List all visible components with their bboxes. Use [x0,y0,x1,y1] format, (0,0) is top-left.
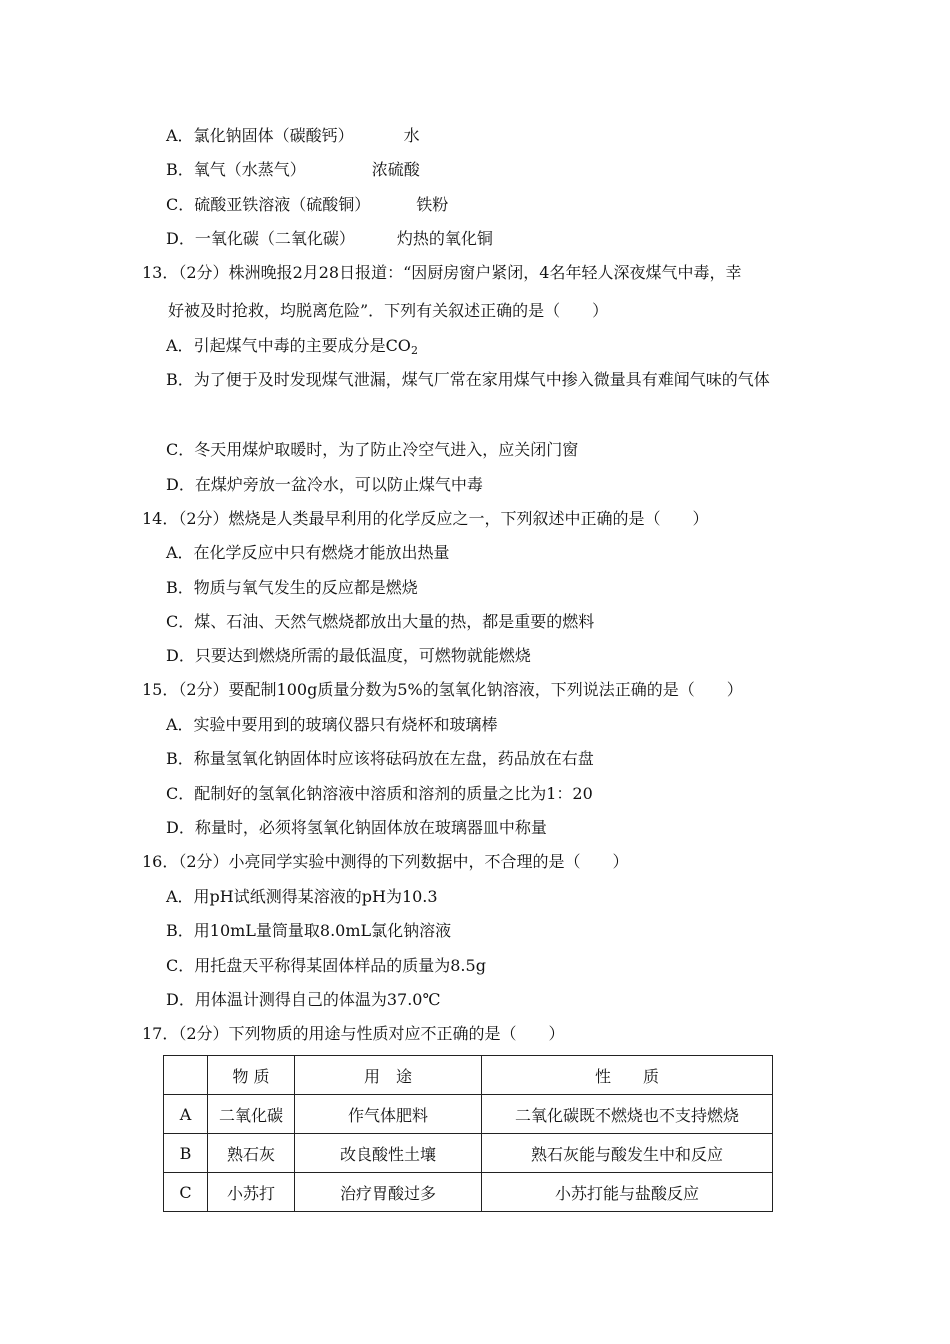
table-cell: C [164,1173,208,1212]
q15-option-d: D．称量时，必须将氢氧化钠固体放在玻璃器皿中称量 [166,818,547,837]
q12-option-c-substance: 硫酸亚铁溶液（硫酸铜） [194,195,371,214]
q12-option-d-reagent: 灼热的氧化铜 [396,229,493,248]
table-cell: 小苏打能与盐酸反应 [482,1173,773,1212]
table-cell: 治疗胃酸过多 [295,1173,482,1212]
q16-option-d: D．用体温计测得自己的体温为37.0℃ [166,990,441,1009]
q15-stem: 15．（2分）要配制100g质量分数为5%的氢氧化钠溶液，下列说法正确的是（ ） [142,680,743,699]
q12-option-b: B．氧气（水蒸气） 浓硫酸 [166,160,420,179]
q14-option-b: B．物质与氧气发生的反应都是燃烧 [166,578,418,597]
q13-score: （2分） [178,263,229,282]
table-row [164,1173,773,1212]
q12-option-a: A．氯化钠固体（碳酸钙） 水 [166,126,420,145]
q12-option-a-substance: 氯化钠固体（碳酸钙） [193,126,354,145]
q12-option-b-reagent: 浓硫酸 [371,160,420,179]
table-cell: 改良酸性土壤 [295,1134,482,1173]
q16-option-c: C．用托盘天平称得某固体样品的质量为8.5g [166,956,486,975]
q12-option-b-substance: 氧气（水蒸气） [193,160,306,179]
q12-option-d: D．一氧化碳（二氧化碳） 灼热的氧化铜 [166,229,493,248]
table-cell: 二氧化碳 [208,1095,295,1134]
table-header-cell: 性 质 [482,1056,773,1095]
co2-subscript: 2 [410,344,418,357]
q13-option-c: C．冬天用煤炉取暖时，为了防止冷空气进入，应关闭门窗 [166,440,579,459]
table-cell: 熟石灰能与酸发生中和反应 [482,1134,773,1173]
q13-number: 13． [142,263,179,282]
table-row [164,1095,773,1134]
q12-option-a-reagent: 水 [403,126,420,145]
table-cell: 熟石灰 [208,1134,295,1173]
q12-option-d-substance: 一氧化碳（二氧化碳） [194,229,355,248]
q17-table [163,1055,773,1212]
table-cell: 作气体肥料 [295,1095,482,1134]
q16-option-b: B．用10mL量筒量取8.0mL氯化钠溶液 [166,921,452,940]
q17-stem: 17．（2分）下列物质的用途与性质对应不正确的是（ ） [142,1024,565,1043]
q16-option-a: A．用pH试纸测得某溶液的pH为10.3 [166,887,438,906]
q16-stem: 16．（2分）小亮同学实验中测得的下列数据中，不合理的是（ ） [142,852,629,871]
q14-option-c: C．煤、石油、天然气燃烧都放出大量的热，都是重要的燃料 [166,612,595,631]
table-cell: A [164,1095,208,1134]
table-cell: B [164,1134,208,1173]
q15-option-c: C．配制好的氢氧化钠溶液中溶质和溶剂的质量之比为1：20 [166,784,593,803]
q13-option-b: B．为了便于及时发现煤气泄漏，煤气厂常在家用煤气中掺入微量具有难闻气味的气体 [166,370,770,389]
q12-option-c-reagent: 铁粉 [416,195,449,214]
table-header-cell [164,1056,208,1095]
table-row [164,1134,773,1173]
q13-stem-line1: 13．（2分）株洲晚报2月28日报道：“因厨房窗户紧闭，4名年轻人深夜煤气中毒，幸 [142,263,742,282]
q14-option-d: D．只要达到燃烧所需的最低温度，可燃物就能燃烧 [166,646,531,665]
table-header-row [164,1056,773,1095]
q13-stem-line2: 好被及时抢救，均脱离危险”．下列有关叙述正确的是（ ） [168,301,609,320]
q15-option-b: B．称量氢氧化钠固体时应该将砝码放在左盘，药品放在右盘 [166,749,594,768]
q13-option-d: D．在煤炉旁放一盆冷水，可以防止煤气中毒 [166,475,483,494]
table-cell: 小苏打 [208,1173,295,1212]
table-header-cell: 物 质 [208,1056,295,1095]
table-cell: 二氧化碳既不燃烧也不支持燃烧 [482,1095,773,1134]
q15-option-a: A．实验中要用到的玻璃仪器只有烧杯和玻璃棒 [166,715,498,734]
q13-option-a: A．引起煤气中毒的主要成分是$CO_2$ [166,336,418,357]
q14-stem: 14．（2分）燃烧是人类最早利用的化学反应之一，下列叙述中正确的是（ ） [142,509,709,528]
table-header-cell: 用 途 [295,1056,482,1095]
q12-option-c: C．硫酸亚铁溶液（硫酸铜） 铁粉 [166,195,449,214]
q14-option-a: A．在化学反应中只有燃烧才能放出热量 [166,543,450,562]
